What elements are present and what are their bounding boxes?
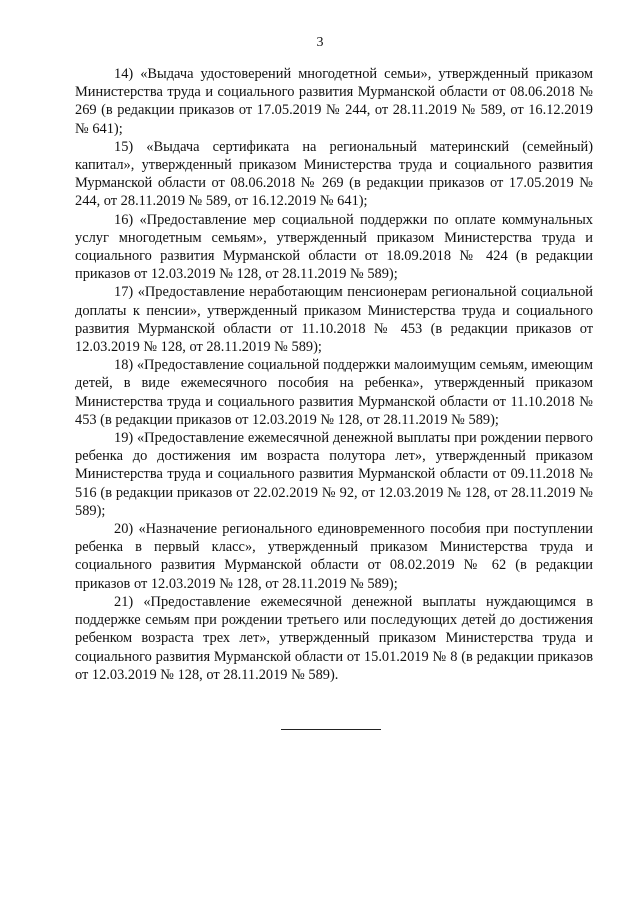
document-body: [75, 65, 593, 684]
paragraph-item-20: 20) «Назначение регионального единовременного пособия при поступлении ребенка в первый класс», утвержденный приказом Министерства труда и социального развития Мурманской области от 08.02.2019 № 62 (в редакции приказов от 12.03.2019 № 128, от 28.11.2019 № 589);: [75, 521, 593, 592]
paragraph-item-14: 14) «Выдача удостоверений многодетной семьи», утвержденный приказом Министерства труда и социального развития Мурманской области от 08.06.2018 № 269 (в редакции приказов от 17.05.2019 № 244, от 28.11.2019 № 589, от 16.12.2019 № 641);: [75, 66, 593, 137]
paragraph-item-19: 19) «Предоставление ежемесячной денежной выплаты при рождении первого ребенка до достижения им возраста полутора лет», утвержденный приказом Министерства труда и социального развития Мурманской области от 09.11.2018 № 516 (в редакции приказов от 22.02.2019 № 92, от 12.03.2019 № 128, от 28.11.2019 № 589);: [75, 430, 593, 519]
paragraph-item-17: 17) «Предоставление неработающим пенсионерам региональной социальной доплаты к пенсии», утвержденный приказом Министерства труда и социального развития Мурманской области от 11.10.2018 № 453 (в редакции приказов от 12.03.2019 № 128, от 28.11.2019 № 589);: [75, 284, 593, 356]
page-number: 3: [316, 35, 324, 50]
end-of-list-divider: [281, 729, 381, 730]
paragraph-item-21: 21) «Предоставление ежемесячной денежной выплаты нуждающимся в поддержке семьям при рождении третьего или последующих детей до достижения ребенком возраста трех лет», утвержденный приказом Министерства труда и социального развития Мурманской области от 15.01.2019 № 8 (в редакции приказов от 12.03.2019 № 128, от 28.11.2019 № 589).: [75, 593, 593, 683]
paragraph-item-15: 15) «Выдача сертификата на региональный материнский (семейный) капитал», утвержденный приказом Министерства труда и социального развития Мурманской области от 08.06.2018 № 269 (в редакции приказов от 17.05.2019 № 244, от 28.11.2019 № 589, от 16.12.2019 № 641);: [75, 138, 593, 210]
paragraph-item-16: 16) «Предоставление мер социальной поддержки по оплате коммунальных услуг многодетным семьям», утвержденный приказом Министерства труда и социального развития Мурманской области от 18.09.2018 № 424 (в редакции приказов от 12.03.2019 № 128, от 28.11.2019 № 589);: [75, 211, 593, 283]
paragraph-item-18: 18) «Предоставление социальной поддержки малоимущим семьям, имеющим детей, в виде ежемесячного пособия на ребенка», утвержденный приказом Министерства труда и социального развития Мурманской области от 11.10.2018 № 453 (в редакции приказов от 12.03.2019 № 128, от 28.11.2019 № 589);: [75, 357, 593, 428]
